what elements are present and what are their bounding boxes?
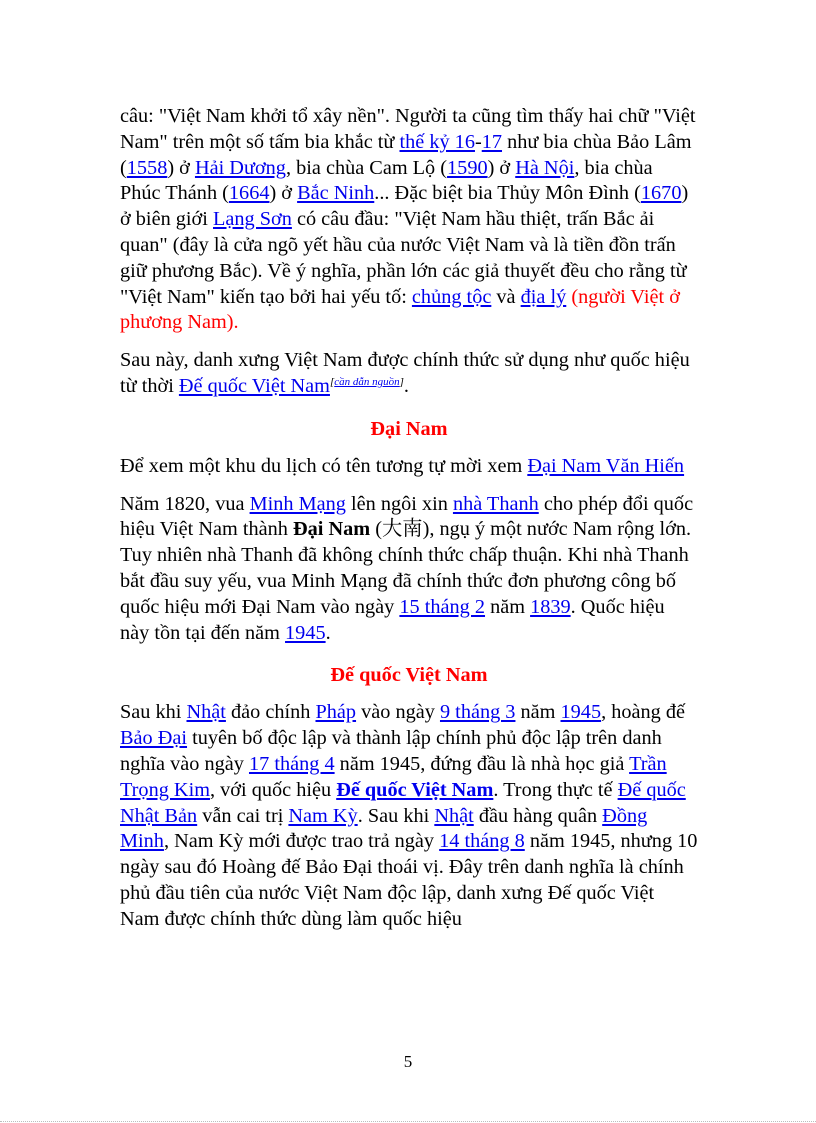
link-17-thang-4[interactable]: 17 tháng 4 [248, 752, 335, 775]
text: năm 1945, đứng đầu là nhà học giả [334, 752, 630, 775]
text: Năm 1820, vua [120, 492, 250, 515]
text: . Trong thực tế [493, 778, 618, 801]
link-1945[interactable]: 1945 [285, 621, 326, 644]
link-de-quoc-nhat-ban[interactable]: Đế quốc Nhật Bản [120, 778, 686, 827]
link-9-thang-3[interactable]: 9 tháng 3 [439, 701, 516, 724]
link-17[interactable]: 17 [481, 130, 503, 153]
text: . [403, 374, 409, 397]
text: . Sau khi [357, 804, 435, 827]
link-chung-toc[interactable]: chủng tộc [411, 285, 492, 308]
paragraph-dai-nam-history [120, 492, 698, 647]
paragraph-empire-history [120, 700, 698, 932]
text: Sau khi [120, 701, 187, 724]
link-dai-nam-van-hien[interactable]: Đại Nam Văn Hiến [527, 454, 685, 477]
text: - [474, 130, 482, 153]
text: có câu đầu: "Việt Nam hầu thiệt, trấn Bắc ải quan" (đây là cửa ngõ yết hầu của nước Việt Nam và là tiền đồn trấn giữ phương Bắc). Về ý nghĩa, phần lớn các giả thuyết đều cho rằng từ "Việt Nam" kiến tạo bởi hai yếu tố: [120, 208, 687, 308]
page-break-divider [0, 1121, 816, 1122]
bold-term: Đại Nam [293, 518, 371, 541]
link-can-dan-nguon[interactable]: cần dẫn nguồn [334, 375, 400, 388]
link-1945[interactable]: 1945 [560, 701, 602, 724]
link-hai-duong[interactable]: Hải Dương [194, 156, 286, 179]
link-de-quoc-viet-nam-bold[interactable]: Đế quốc Việt Nam [336, 778, 494, 801]
link-nhat[interactable]: Nhật [186, 701, 226, 724]
section-heading-dai-nam: Đại Nam [370, 417, 448, 440]
link-ha-noi[interactable]: Hà Nội [515, 156, 575, 179]
text: đầu hàng quân [473, 804, 603, 827]
link-1664[interactable]: 1664 [228, 182, 270, 205]
text: đảo chính [225, 701, 316, 724]
link-lang-son[interactable]: Lạng Sơn [213, 208, 292, 231]
article-body [120, 104, 698, 945]
text: vẫn cai trị [197, 804, 289, 827]
link-dong-minh[interactable]: Đồng Minh [120, 804, 648, 853]
text: , với quốc hiệu [209, 778, 337, 801]
text: năm [485, 595, 531, 618]
link-1839[interactable]: 1839 [530, 595, 571, 618]
text: , Nam Kỳ mới được trao trả ngày [163, 830, 440, 853]
text: cho phép đổi quốc hiệu Việt Nam thành [120, 492, 694, 541]
text: , hoàng đế [601, 701, 685, 724]
link-14-thang-8[interactable]: 14 tháng 8 [439, 830, 525, 853]
text: ) ở biên giới [120, 182, 689, 231]
text: ... Đặc biệt bia Thủy Môn Đình ( [374, 182, 641, 205]
text: Để xem một khu du lịch có tên tương tự mời xem [120, 454, 528, 477]
text: , bia chùa Cam Lộ ( [285, 156, 448, 179]
text: (大南), ngụ ý một nước Nam rộng lớn. Tuy nhiên nhà Thanh đã không chính thức chấp thuận. Khi nhà Thanh bắt đầu suy yếu, vua Minh Mạng đã chính thức đơn phương công bố quốc hiệu mới Đại Nam vào ngày [120, 518, 692, 618]
link-minh-mang[interactable]: Minh Mạng [249, 492, 346, 515]
link-de-quoc-viet-nam[interactable]: Đế quốc Việt Nam [178, 374, 330, 397]
section-heading-de-quoc-viet-nam: Đế quốc Việt Nam [330, 664, 488, 687]
link-bac-ninh[interactable]: Bắc Ninh [297, 182, 375, 205]
citation-needed-note [330, 376, 404, 388]
text: ) ở [269, 182, 298, 205]
text: năm 1945, nhưng 10 ngày sau đó Hoàng đế Bảo Đại thoái vị. Đây trên danh nghĩa là chính phủ đầu tiên của nước Việt Nam độc lập, danh xưng Đế quốc Việt Nam được chính thức dùng làm quốc hiệu [120, 830, 698, 930]
text: , bia chùa Phúc Thánh ( [120, 156, 653, 205]
page-number: 5 [403, 1052, 413, 1071]
link-tran-trong-kim[interactable]: Trần Trọng Kim [120, 752, 667, 801]
link-the-ky-16[interactable]: thế kỷ 16 [399, 130, 475, 153]
link-dia-ly[interactable]: địa lý [520, 285, 567, 308]
link-nam-ky[interactable]: Nam Kỳ [288, 804, 358, 827]
text: như bia chùa Bảo Lâm ( [120, 130, 692, 179]
text: câu: "Việt Nam khởi tổ xây nền". Người ta cũng tìm thấy hai chữ "Việt Nam" trên một số tấm bia khắc từ [120, 105, 696, 153]
link-15-thang-2[interactable]: 15 tháng 2 [399, 595, 486, 618]
link-1670[interactable]: 1670 [640, 182, 682, 205]
red-text: (người Việt ở phương Nam). [120, 285, 680, 334]
link-1590[interactable]: 1590 [447, 156, 488, 179]
link-nhat[interactable]: Nhật [434, 804, 474, 827]
text: lên ngôi xin [345, 492, 453, 515]
link-nha-thanh[interactable]: nhà Thanh [452, 492, 539, 515]
link-1558[interactable]: 1558 [126, 156, 168, 179]
paragraph-disambiguation [120, 454, 698, 480]
bracket: ] [399, 375, 404, 388]
bracket: [ [329, 375, 335, 388]
text: . Quốc hiệu này tồn tại đến năm [120, 595, 665, 644]
text: . [325, 621, 331, 644]
paragraph-later-usage [120, 348, 698, 400]
text: năm [515, 701, 561, 724]
text: ) ở [487, 156, 516, 179]
link-bao-dai[interactable]: Bảo Đại [120, 727, 188, 750]
text: ) ở [167, 156, 195, 179]
paragraph-viet-nam-stele [120, 104, 698, 336]
text: tuyên bố độc lập và thành lập chính phủ độc lập trên danh nghĩa vào ngày [120, 727, 662, 775]
text: Sau này, danh xưng Việt Nam được chính thức sử dụng như quốc hiệu từ thời [120, 349, 690, 397]
text: và [491, 285, 521, 308]
link-phap[interactable]: Pháp [315, 701, 357, 724]
text: vào ngày [356, 701, 440, 724]
